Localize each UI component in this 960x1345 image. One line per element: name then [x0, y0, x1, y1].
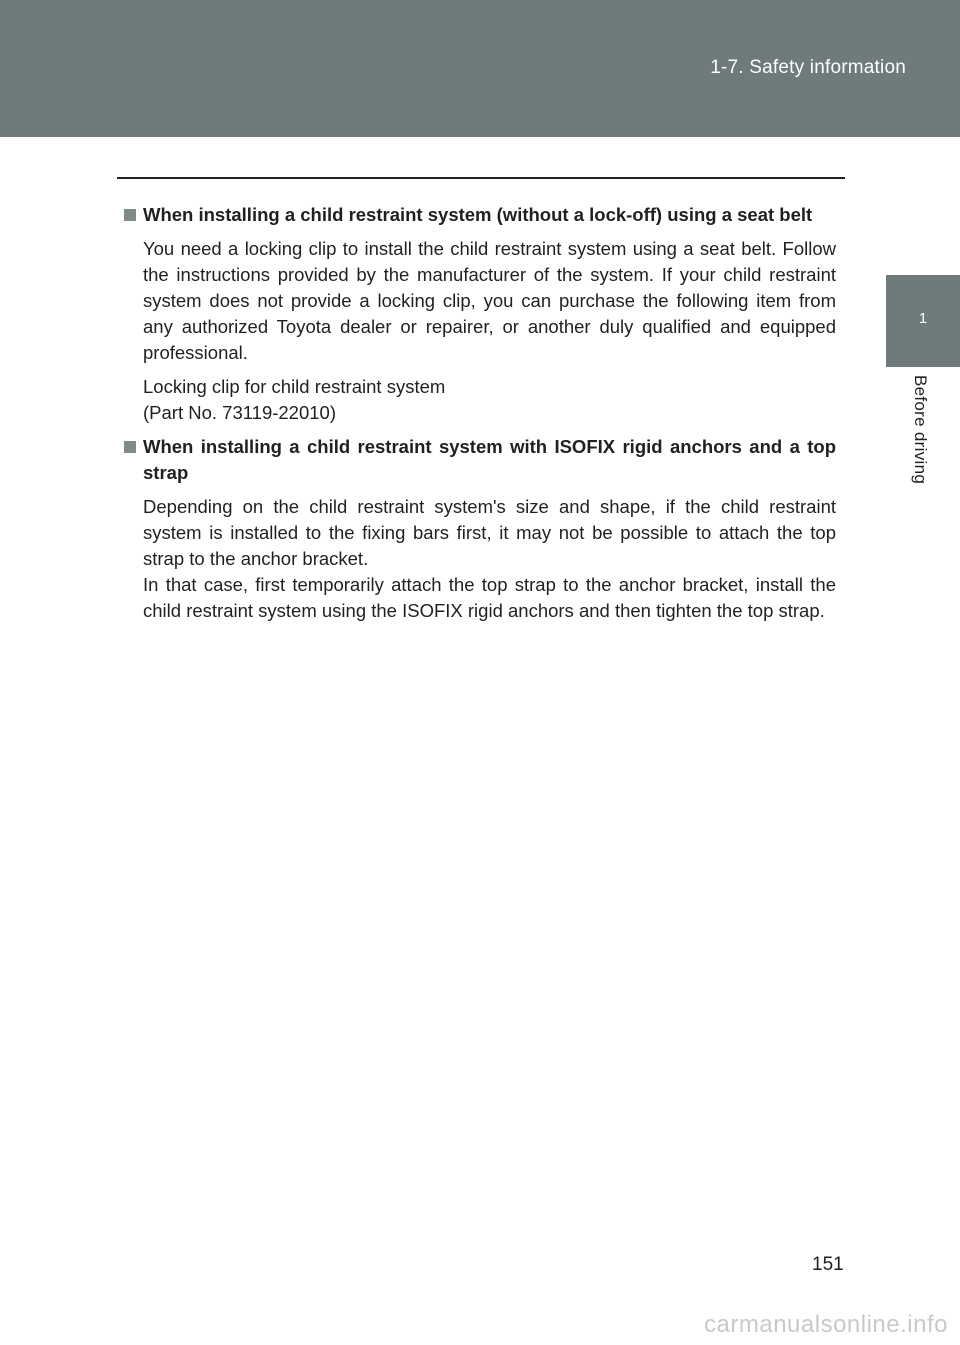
section-heading [124, 202, 836, 228]
section-item-isofix [124, 434, 836, 624]
body-paragraph-line: In that case, first temporarily attach the top strap to the anchor bracket, install the child restraint system using the ISOFIX rigid anchors and then tighten the top strap. [143, 574, 836, 621]
content-divider [117, 177, 845, 179]
part-number: (Part No. 73119-22010) [143, 402, 336, 423]
section-title: 1-7. Safety information [710, 57, 906, 78]
chapter-tab [886, 275, 960, 367]
header-band [0, 0, 960, 137]
chapter-number: 1 [918, 310, 928, 327]
part-name: Locking clip for child restraint system [143, 376, 446, 397]
chapter-label-tab [886, 367, 960, 1342]
square-bullet-icon [124, 441, 136, 453]
body-paragraph-line: Depending on the child restraint system's size and shape, if the child restraint system is installed to the fixing bars first, it may not be possible to attach the top strap to the anchor bracket. [143, 496, 836, 569]
part-number-block [124, 374, 836, 426]
watermark: carmanualsonline.info [704, 1311, 948, 1338]
section-heading-text: When installing a child restraint system (without a lock-off) using a seat belt [143, 204, 813, 225]
chapter-label: Before driving [911, 375, 930, 485]
body-paragraph [124, 494, 836, 624]
section-heading-text: When installing a child restraint system with ISOFIX rigid anchors and a top strap [143, 436, 836, 483]
page-number: 151 [812, 1254, 844, 1275]
section-item-seat-belt [124, 202, 836, 426]
body-paragraph: You need a locking clip to install the child restraint system using a seat belt. Follow the instructions provided by the manufacturer of the system. If your child restraint system does not provide a locking clip, you can purchase the following item from any authorized Toyota dealer or repairer, or another duly qualified and equipped professional. [143, 238, 836, 363]
square-bullet-icon [124, 209, 136, 221]
main-content [124, 202, 836, 632]
section-heading [124, 434, 836, 486]
